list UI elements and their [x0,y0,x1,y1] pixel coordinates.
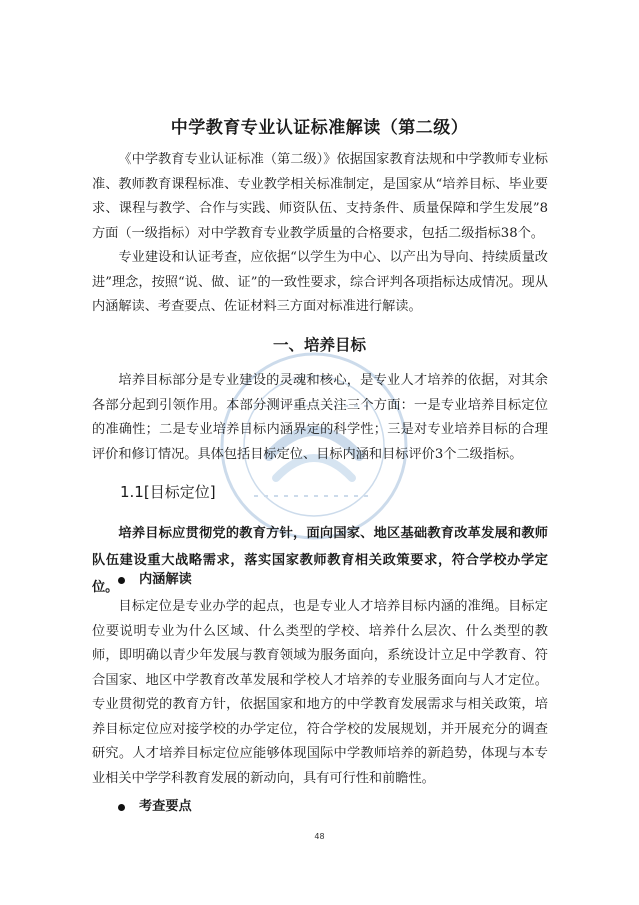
subsection-heading: 1.1[目标定位] [120,483,216,501]
bullet-dot-icon [118,577,125,584]
connotation-paragraph: 目标定位是专业办学的起点，也是专业人才培养目标内涵的准绳。目标定位要说明专业为什么区域、什么类型的学校、培养什么层次、什么类型的教师，即明确以青少年发展与教育领域为服务面向，系统设计立足中学教育、符合国家、地区中学教育改革发展和学校人才培养的专业服务面向与人才定位。专业贯彻党的教育方针，依据国家和地方的中学教育发展需求与相关政策，培养目标定位应对接学校的办学定位，符合学校的发展规划，并开展充分的调查研究。人才培养目标定位应能够体现国际中学教师培养的新趋势，体现与本专业相关中学学科教育发展的新动向，具有可行性和前瞻性。 [92,599,548,786]
standard-statement: 培养目标应贯彻党的教育方针，面向国家、地区基础教育改革发展和教师队伍建设重大战略需求，落实国家教师教育相关政策要求，符合学校办学定位。 [92,526,548,595]
bullet-connotation [118,570,192,590]
bullet-dot-icon [118,804,125,811]
document-title: 中学教育专业认证标准解读（第二级） [170,118,469,138]
intro-paragraph-1: 《中学教育专业认证标准（第二级）》依据国家教育法规和中学教师专业标准、教师教育课程标准、专业教学相关标准制定，是国家从“培养目标、毕业要求、课程与教学、合作与实践、师资队伍、支持条件、质量保障和学生发展”8方面（一级指标）对中学教育专业教学质量的合格要求，包括二级指标38个。 [92,152,548,241]
bullet-connotation-label: 内涵解读 [139,572,192,587]
section-heading: 一、培养目标 [272,335,366,354]
intro-paragraph-2: 专业建设和认证考查，应依据“以学生为中心、以产出为导向、持续质量改进”理念，按照“说、做、证”的一致性要求，综合评判各项指标达成情况。现从内涵解读、考查要点、佐证材料三方面对标准进行解读。 [92,250,548,314]
bullet-review [118,797,192,817]
section-paragraph: 培养目标部分是专业建设的灵魂和核心，是专业人才培养的依据，对其余各部分起到引领作用。本部分测评重点关注三个方面：一是专业培养目标定位的准确性；二是专业培养目标内涵界定的科学性；三是对专业培养目标的合理评价和修订情况。具体包括目标定位、目标内涵和目标评价3个二级指标。 [92,373,548,462]
bullet-review-label: 考查要点 [139,799,192,814]
page-number: 48 [314,832,325,841]
